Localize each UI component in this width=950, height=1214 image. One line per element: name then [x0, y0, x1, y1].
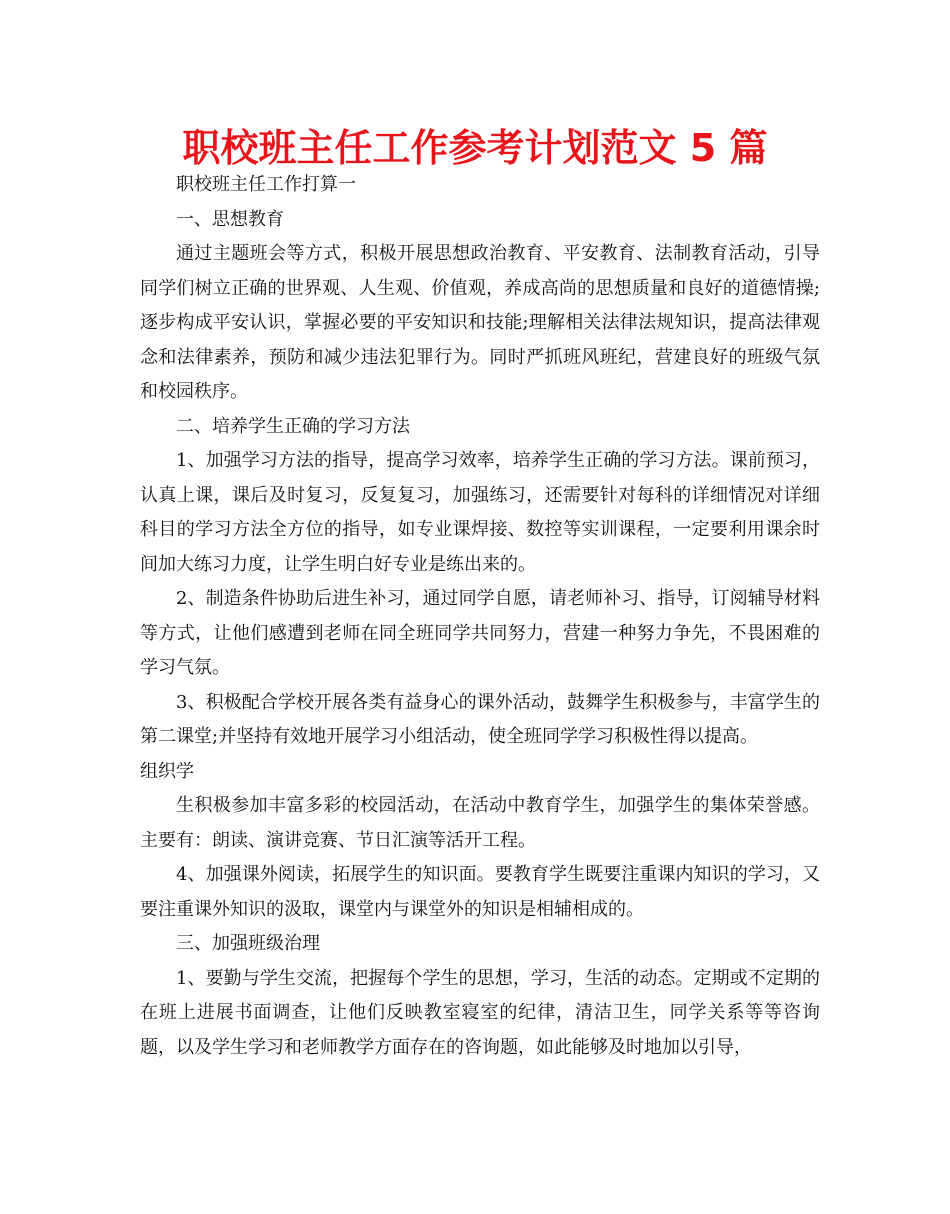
- document-title: 职校班主任工作参考计划范文 5 篇: [182, 126, 768, 170]
- section-heading: 一、思想教育: [176, 208, 284, 230]
- section-heading: 二、培养学生正确的学习方法: [176, 415, 410, 437]
- body-paragraph: 2、制造条件协助后进生补习，通过同学自愿，请老师补习、指导，订阅辅导材料等方式，让他们感遭到老师在同全班同学共同努力，营建一种努力争先，不畏困难的学习气氛。: [140, 588, 820, 678]
- body-paragraph: 通过主题班会等方式，积极开展思想政治教育、平安教育、法制教育活动，引导同学们树立正确的世界观、人生观、价值观，养成高尚的思想质量和良好的道德情操;逐步构成平安认识，掌握必要的平安知识和技能;理解相关法律法规知识，提高法律观念和法律素养，预防和减少违法犯罪行为。同时严抓班风班纪，营建良好的班级气氛和校园秩序。: [140, 243, 820, 402]
- section-subtitle: 职校班主任工作打算一: [176, 174, 356, 195]
- body-paragraph: 1、加强学习方法的指导，提高学习效率，培养学生正确的学习方法。课前预习，认真上课，课后及时复习，反复复习，加强练习，还需要针对每科的详细情况对详细科目的学习方法全方位的指导，如专业课焊接、数控等实训课程，一定要利用课余时间加大练习力度，让学生明白好专业是练出来的。: [140, 450, 820, 575]
- body-paragraph: 3、积极配合学校开展各类有益身心的课外活动，鼓舞学生积极参与，丰富学生的第二课堂;并坚持有效地开展学习小组活动，使全班同学学习积极性得以提高。: [140, 691, 820, 747]
- body-paragraph-fragment: 组织学: [140, 760, 194, 782]
- document-body: [140, 168, 820, 1065]
- body-paragraph: 1、要勤与学生交流，把握每个学生的思想，学习，生活的动态。定期或不定期的在班上进展书面调查，让他们反映教室寝室的纪律，清洁卫生，同学关系等等咨询题，以及学生学习和老师教学方面存在的咨询题，如此能够及时地加以引导，: [140, 967, 820, 1058]
- body-paragraph: 4、加强课外阅读，拓展学生的知识面。要教育学生既要注重课内知识的学习，又要注重课外知识的汲取，课堂内与课堂外的知识是相辅相成的。: [140, 864, 820, 920]
- section-heading: 三、加强班级治理: [176, 933, 320, 954]
- body-paragraph: 生积极参加丰富多彩的校园活动，在活动中教育学生，加强学生的集体荣誉感。主要有：朗读、演讲竞赛、节日汇演等活开工程。: [140, 795, 820, 851]
